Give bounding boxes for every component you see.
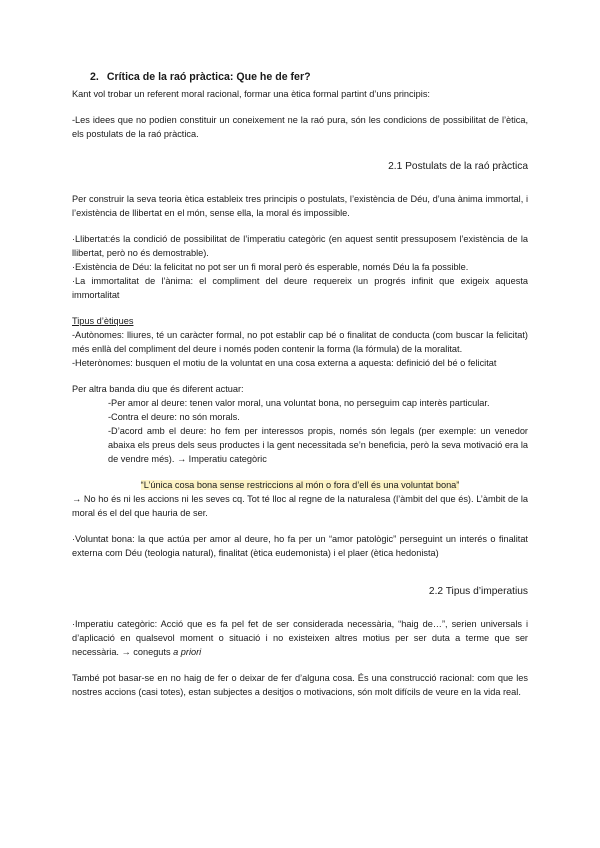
ethics-types-title: Tipus d’ètiques [72, 316, 134, 326]
document-page [72, 70, 528, 699]
ethics-autonomes: -Autònomes: lliures, té un caràcter formal, no pot establir cap bé o finalitat de conducta (com buscar la felicitat) més enllà del compliment del deure i només poden contenir la forma (la fórmula) de la moralitat. [72, 330, 528, 354]
heading-title: Crítica de la raó pràctica: Que he de fer? [106, 71, 311, 83]
actions-intro: Per altra banda diu que és diferent actuar: [72, 384, 244, 394]
intro-paragraph: Kant vol trobar un referent moral racional, formar una ètica formal partint d’uns principis: [72, 89, 430, 99]
ethics-heteronomes: -Heterònomes: busquen el motiu de la voluntat en una cosa externa a aquesta: definició del bé o felicitat [72, 358, 497, 368]
subheading-postulats: 2.1 Postulats de la raó pràctica [388, 161, 528, 172]
heading-number: 2. [90, 71, 99, 83]
postulates-intro: Per construir la seva teoria ètica estableix tres principis o postulats, l’existència de Déu, d’una ànima immortal, i l’existència de llibertat en el món, sense ella, la moral és impossible. [72, 194, 528, 218]
postulate-deu: ·Existència de Déu: la felicitat no pot ser un fi moral però és esperable, només Déu la fa possible. [72, 262, 469, 272]
also-paragraph: També pot basar-se en no haig de fer o deixar de fer d’alguna cosa. És una construcció racional: com que les nostres accions (casi totes), estan subjectes a desitjos o motivacions, són molt difícils de veure en la vida real. [72, 673, 528, 697]
action-contra-deure: -Contra el deure: no són morals. [108, 412, 240, 422]
ideas-paragraph: -Les idees que no podien constituir un coneixement ne la raó pura, són les condicions de possibilitat de l’ètica, els postulats de la raó pràctica. [72, 115, 528, 139]
categorical-text: ·Imperatiu categòric: Acció que es fa pel fet de ser considerada necessària, “haig de…”, serien universals i d’aplicació en qualsevol moment o situació i no existeixen altres motius per ser duta a terme que ser necessària. → coneguts [72, 619, 528, 657]
action-acord-deure: -D’acord amb el deure: ho fem per interessos propis, només són legals (per exemple: un venedor abaixa els preus dels seus productes i la gent necessitada se’n beneficia, però la seva motivació era la de vendre més). → Imperatiu categòric [108, 426, 528, 464]
postulate-immortalitat: ·La immortalitat de l’ànima: el compliment del deure requereix un progrés infinit que exigeix aquesta immortalitat [72, 276, 528, 300]
after-quote-paragraph: → No ho és ni les accions ni les seves cq. Tot té lloc al regne de la naturalesa (l’àmbit del que és). L’àmbit de la moral és el del que hauria de ser. [72, 494, 528, 518]
action-amor-deure: -Per amor al deure: tenen valor moral, una voluntat bona, no perseguim cap interès particular. [108, 398, 490, 408]
postulate-llibertat: ·Llibertat:és la condició de possibilitat de l’imperatiu categòric (en aquest sentit pressuposem l’existència de la llibertat, però no és demostrable). [72, 234, 528, 258]
subheading-imperatius: 2.2 Tipus d’imperatius [428, 586, 528, 597]
categorical-imperative-paragraph [72, 617, 528, 659]
quote-text: “L’única cosa bona sense restriccions al món o fora d’ell és una voluntat bona” [140, 480, 460, 490]
good-will-paragraph: ·Voluntat bona: la que actúa per amor al deure, ho fa per un “amor patològic” perseguint un interés o finalitat externa com Déu (teologia natural), finalitat (ètica eudemonista) i el plaer (ètica hedonista) [72, 534, 528, 558]
a-priori-text: a priori [173, 647, 202, 657]
highlighted-quote [72, 478, 528, 492]
section-heading [90, 70, 528, 84]
